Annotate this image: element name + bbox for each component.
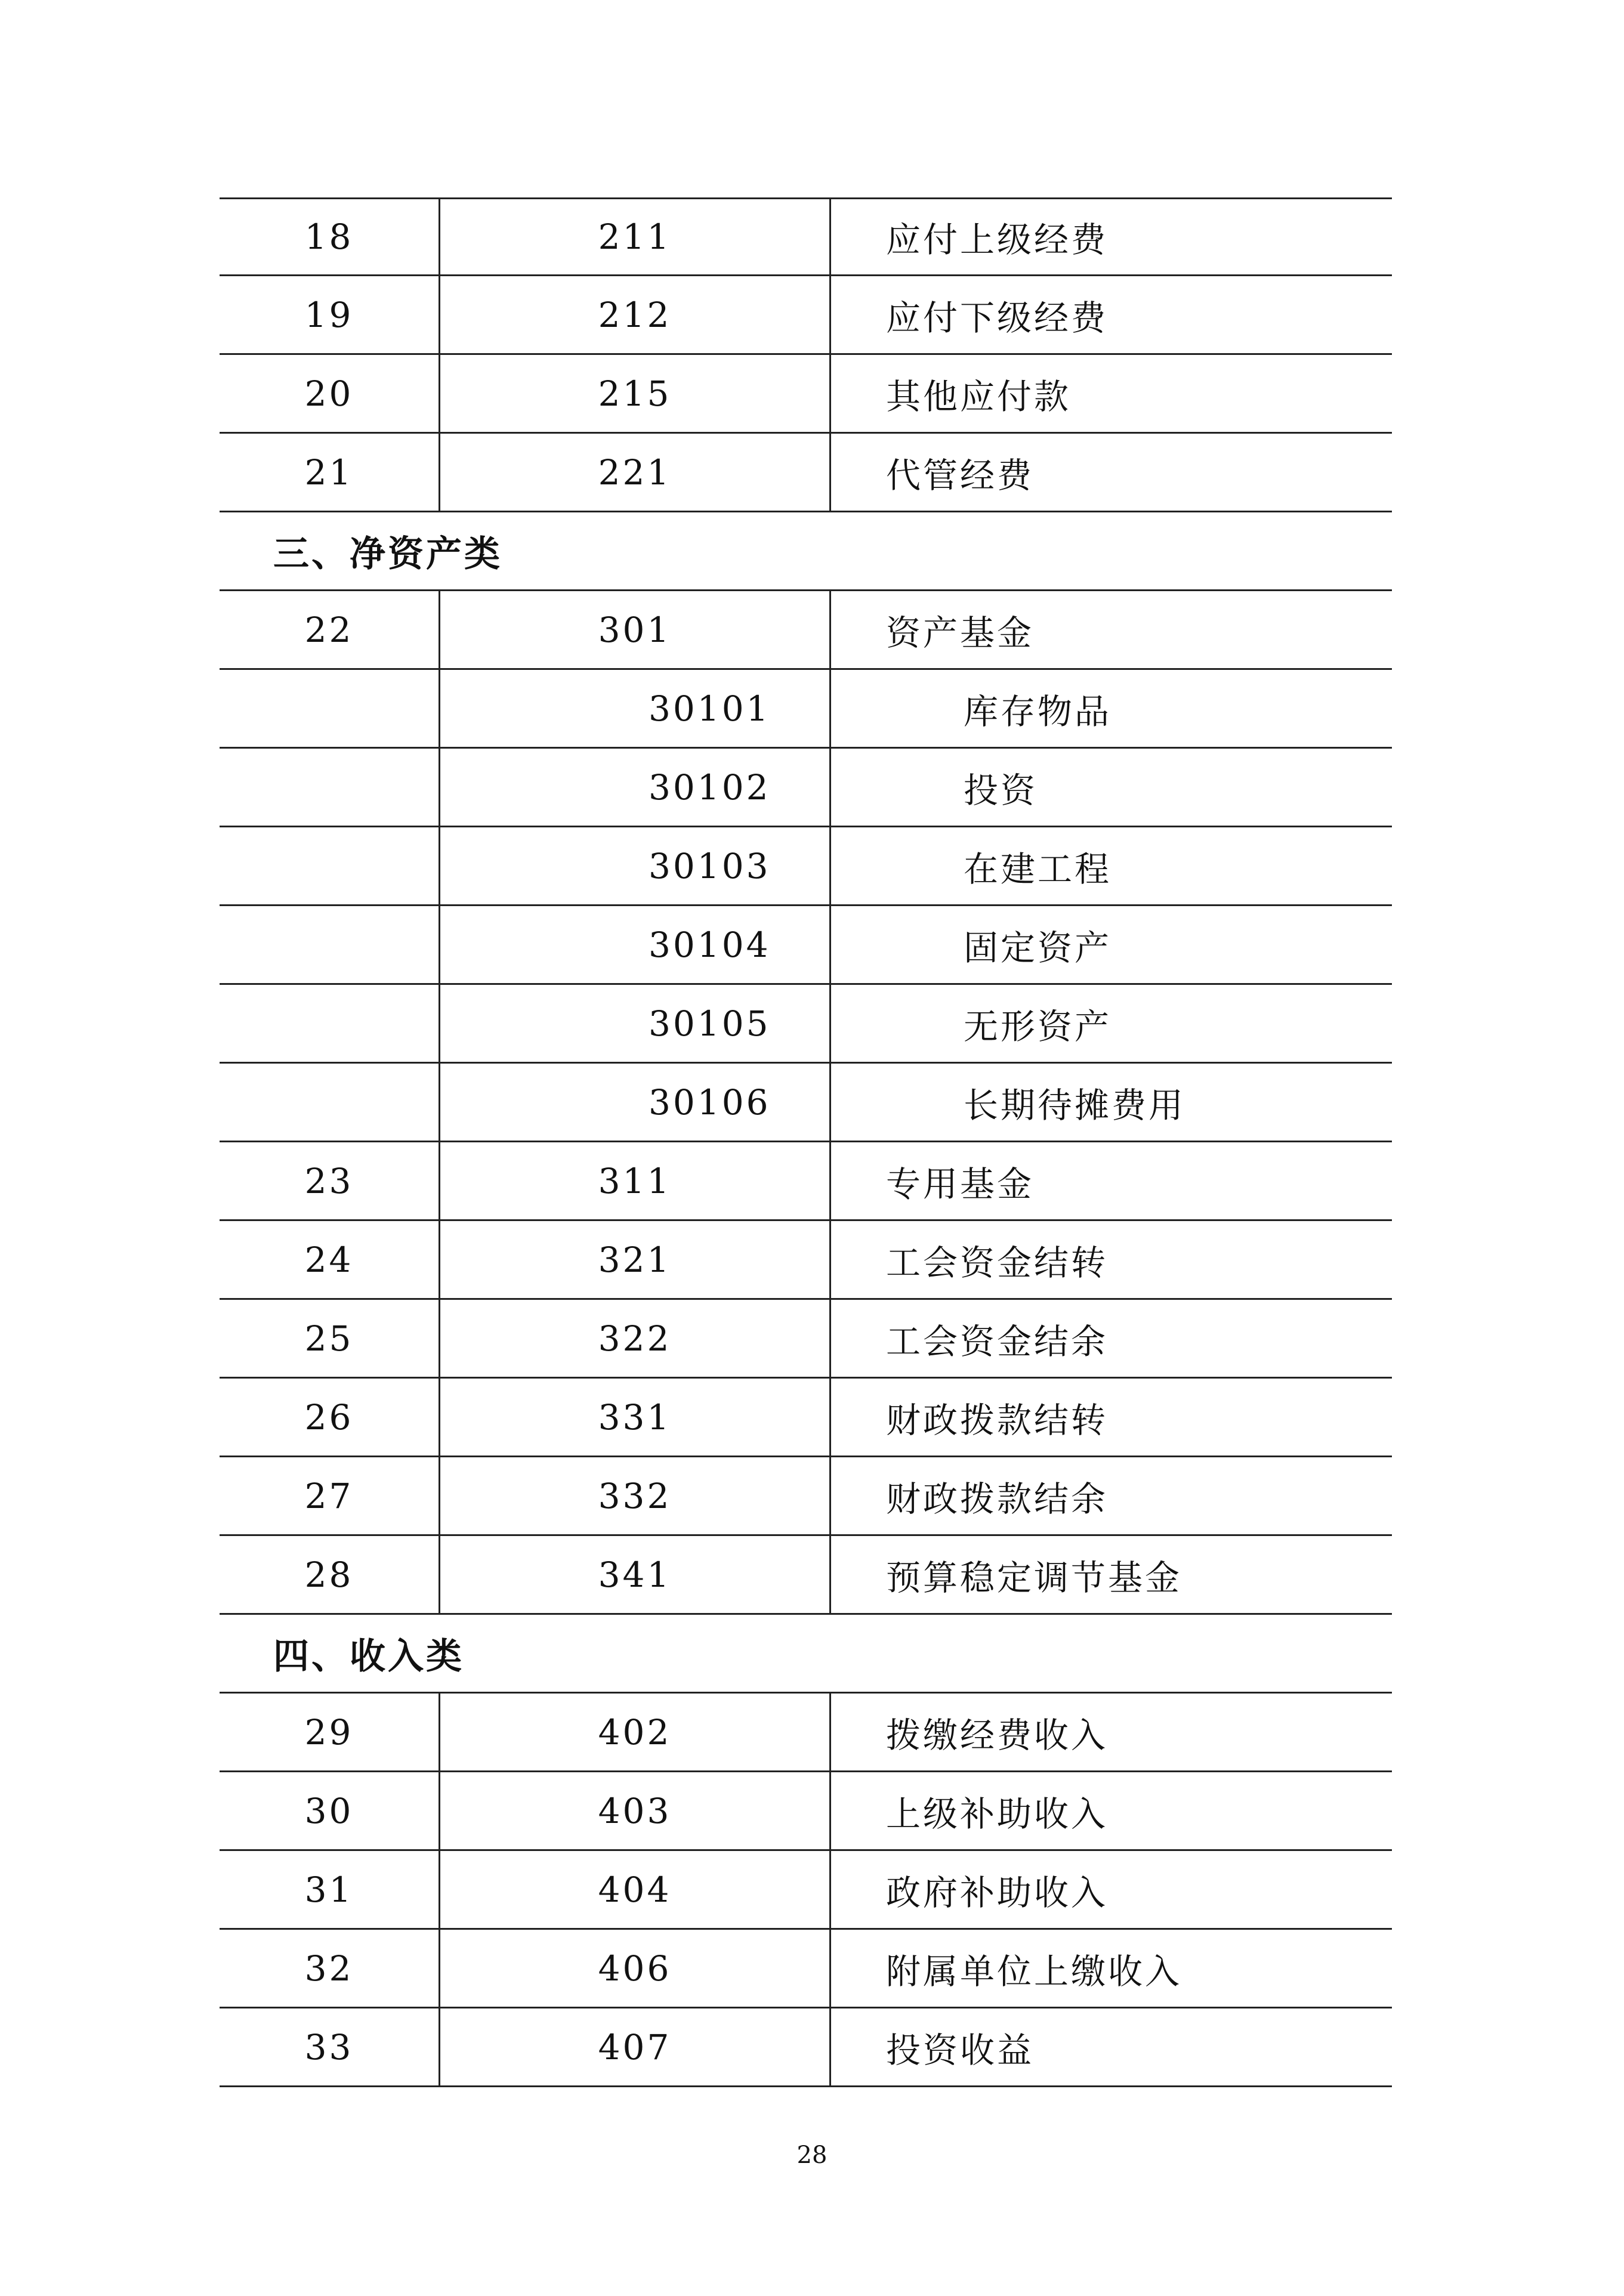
seq-cell: 30: [220, 1772, 440, 1849]
seq-cell: 19: [220, 276, 440, 353]
name-cell: 其他应付款: [886, 376, 1072, 417]
name-cell: 附属单位上缴收入: [886, 1951, 1183, 1992]
code-cell: 212: [440, 276, 831, 353]
code-cell: 30104: [440, 906, 831, 983]
seq-cell: 32: [220, 1930, 440, 2007]
code-cell: 221: [440, 434, 831, 511]
name-cell: 财政拨款结转: [886, 1399, 1109, 1441]
name-cell: 应付上级经费: [886, 220, 1109, 260]
table-row: [220, 591, 1392, 670]
seq-cell: 24: [220, 1221, 440, 1298]
seq-cell: 23: [220, 1142, 440, 1219]
seq-cell: 22: [220, 591, 440, 668]
code-cell: 215: [440, 355, 831, 432]
table-subrow: [220, 1064, 1392, 1142]
seq-cell: 29: [220, 1694, 440, 1770]
name-cell: 投资收益: [886, 2029, 1035, 2071]
code-cell: 403: [440, 1772, 831, 1849]
seq-cell: 20: [220, 355, 440, 432]
table-subrow: [220, 906, 1392, 985]
code-cell: 407: [440, 2008, 831, 2085]
name-cell: 应付下级经费: [886, 297, 1109, 338]
code-cell: 30103: [440, 827, 831, 904]
table-row: [220, 355, 1392, 434]
name-cell: 预算稳定调节基金: [886, 1557, 1183, 1598]
table-row: [220, 1457, 1392, 1536]
name-cell: 库存物品: [964, 691, 1112, 732]
table-row: [220, 1300, 1392, 1379]
code-cell: 402: [440, 1694, 831, 1770]
name-cell: 财政拨款结余: [886, 1478, 1109, 1519]
code-cell: 211: [440, 199, 831, 274]
section-heading-net-assets: 三、净资产类: [220, 512, 1392, 591]
name-cell: 代管经费: [886, 455, 1035, 496]
seq-cell: 27: [220, 1457, 440, 1534]
code-cell: 331: [440, 1379, 831, 1456]
name-cell: 工会资金结余: [886, 1321, 1109, 1362]
table-subrow: [220, 827, 1392, 906]
table-row: [220, 1772, 1392, 1851]
code-cell: 322: [440, 1300, 831, 1377]
code-cell: 30106: [440, 1064, 831, 1141]
code-cell: 332: [440, 1457, 831, 1534]
name-cell: 政府补助收入: [886, 1872, 1109, 1913]
name-cell: 长期待摊费用: [964, 1084, 1186, 1126]
table-row: [220, 1694, 1392, 1772]
code-cell: 30102: [440, 749, 831, 826]
name-cell: 固定资产: [964, 927, 1112, 968]
name-cell: 拨缴经费收入: [886, 1714, 1109, 1756]
name-cell: 资产基金: [886, 612, 1035, 653]
section-heading-income: 四、收入类: [220, 1615, 1392, 1694]
seq-cell: [220, 670, 440, 747]
seq-cell: 33: [220, 2008, 440, 2085]
table-row: [220, 1142, 1392, 1221]
table-row: [220, 1221, 1392, 1300]
seq-cell: 31: [220, 1851, 440, 1928]
table-row: [220, 434, 1392, 512]
seq-cell: 21: [220, 434, 440, 511]
code-cell: 341: [440, 1536, 831, 1613]
seq-cell: 25: [220, 1300, 440, 1377]
name-cell: 工会资金结转: [886, 1242, 1109, 1283]
table-subrow: [220, 749, 1392, 827]
seq-cell: [220, 985, 440, 1062]
seq-cell: [220, 1064, 440, 1141]
table-row: [220, 1851, 1392, 1930]
code-cell: 406: [440, 1930, 831, 2007]
code-cell: 30101: [440, 670, 831, 747]
name-cell: 专用基金: [886, 1163, 1035, 1204]
table-row: [220, 2008, 1392, 2087]
seq-cell: [220, 749, 440, 826]
table-row: [220, 1536, 1392, 1615]
seq-cell: [220, 906, 440, 983]
name-cell: 在建工程: [964, 848, 1112, 889]
code-cell: 404: [440, 1851, 831, 1928]
seq-cell: 28: [220, 1536, 440, 1613]
name-cell: 无形资产: [964, 1006, 1112, 1047]
table-row: [220, 1379, 1392, 1457]
table-row: [220, 1930, 1392, 2008]
accounts-table: [220, 197, 1392, 2087]
seq-cell: [220, 827, 440, 904]
table-subrow: [220, 985, 1392, 1064]
name-cell: 上级补助收入: [886, 1793, 1109, 1834]
seq-cell: 26: [220, 1379, 440, 1456]
table-row: [220, 276, 1392, 355]
code-cell: 311: [440, 1142, 831, 1219]
code-cell: 301: [440, 591, 831, 668]
table-subrow: [220, 670, 1392, 749]
page-number: 28: [796, 2142, 828, 2169]
seq-cell: 18: [220, 199, 440, 274]
code-cell: 30105: [440, 985, 831, 1062]
code-cell: 321: [440, 1221, 831, 1298]
name-cell: 投资: [964, 770, 1038, 811]
table-row: [220, 197, 1392, 276]
